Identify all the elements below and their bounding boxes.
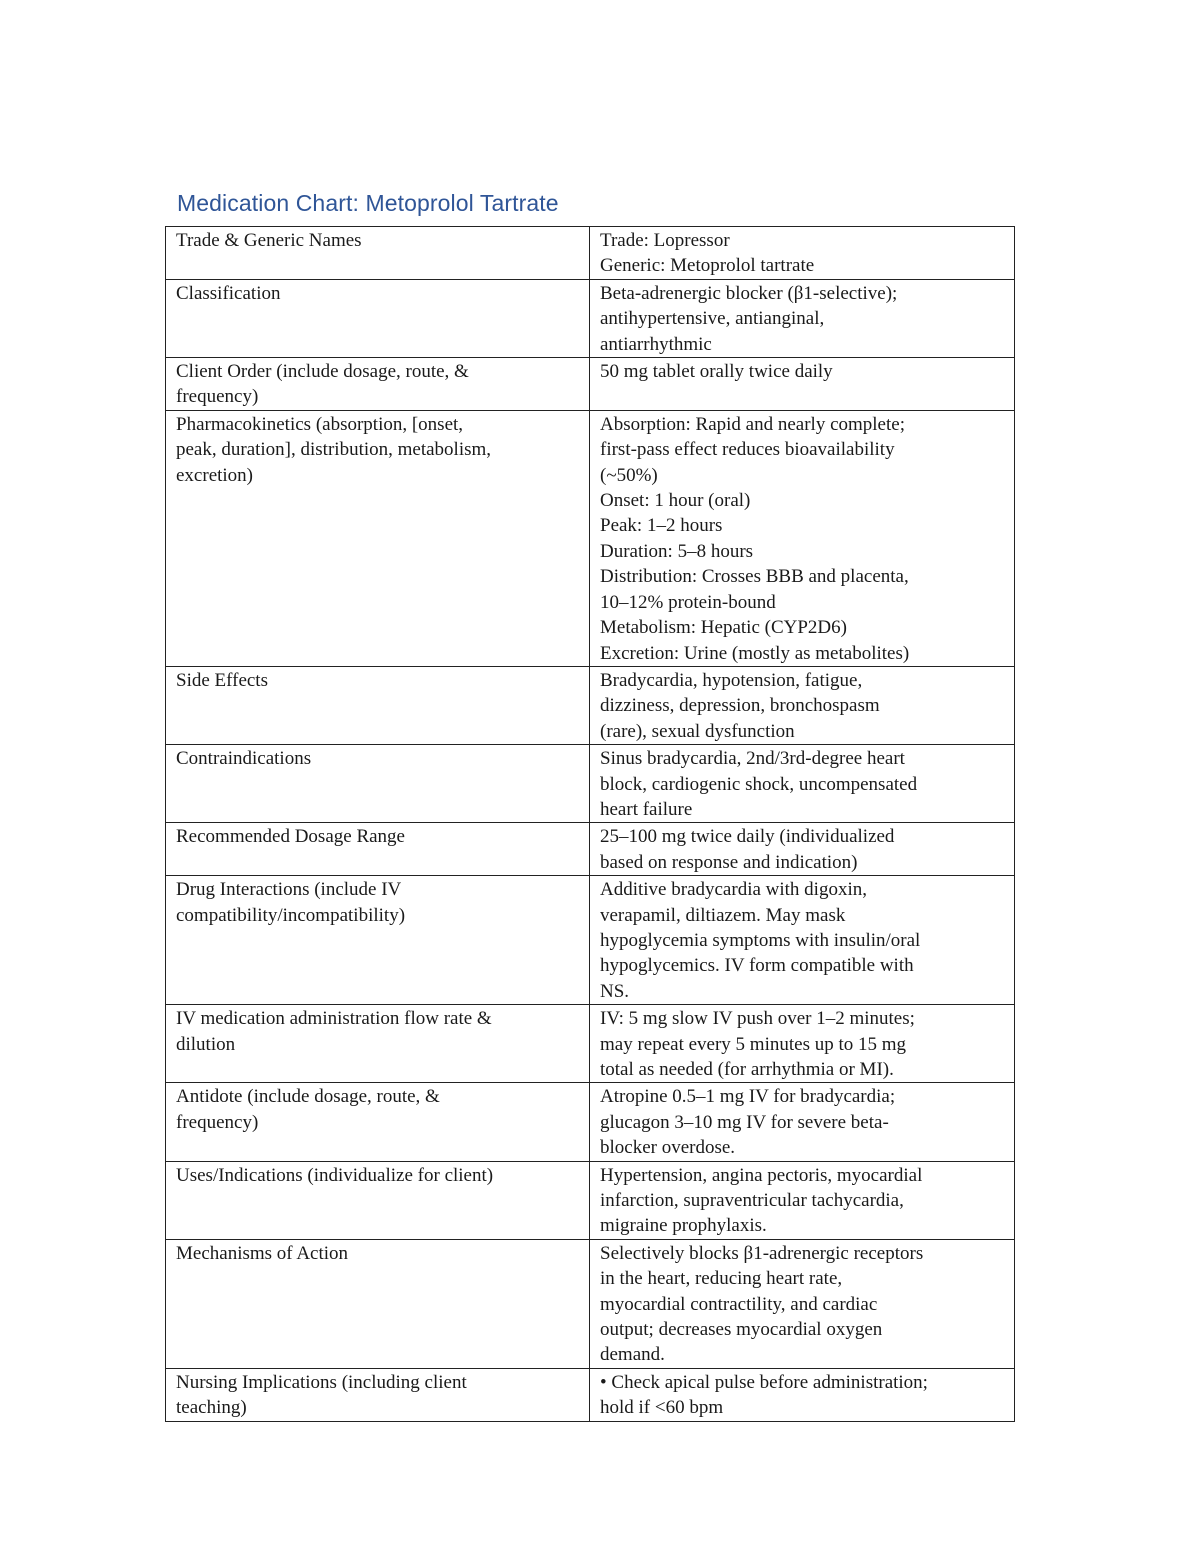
row-value-line: demand. bbox=[600, 1344, 665, 1366]
row-label-cell bbox=[166, 410, 590, 666]
row-label-line: Uses/Indications (individualize for client) bbox=[176, 1164, 494, 1186]
row-label-cell bbox=[166, 745, 590, 823]
row-value-line: 10–12% protein-bound bbox=[600, 591, 776, 613]
row-value-line: Trade: Lopressor bbox=[600, 230, 730, 251]
row-value-line: 25–100 mg twice daily (individualized bbox=[600, 826, 895, 848]
row-value-line: dizziness, depression, bronchospasm bbox=[600, 695, 880, 717]
row-value-line: Absorption: Rapid and nearly complete; bbox=[600, 413, 905, 435]
row-label-cell bbox=[166, 823, 590, 876]
row-value-line: block, cardiogenic shock, uncompensated bbox=[600, 773, 918, 795]
row-value-cell bbox=[590, 1161, 1015, 1239]
row-label-line: IV medication administration flow rate & bbox=[176, 1008, 492, 1030]
row-label-cell bbox=[166, 358, 590, 411]
row-label-line: Recommended Dosage Range bbox=[176, 826, 405, 848]
row-label-line: Nursing Implications (including client bbox=[176, 1371, 467, 1393]
row-label-line: dilution bbox=[176, 1033, 236, 1055]
table-row bbox=[166, 823, 1015, 876]
row-label-cell bbox=[166, 1083, 590, 1161]
row-label-line: teaching) bbox=[176, 1397, 247, 1419]
row-value-line: in the heart, reducing heart rate, bbox=[600, 1268, 843, 1290]
row-value-line: heart failure bbox=[600, 798, 693, 820]
row-value-line: Bradycardia, hypotension, fatigue, bbox=[600, 669, 863, 691]
row-value-line: migraine prophylaxis. bbox=[600, 1215, 767, 1237]
row-value-line: Atropine 0.5–1 mg IV for bradycardia; bbox=[600, 1086, 896, 1108]
row-value-line: antihypertensive, antianginal, bbox=[600, 308, 825, 330]
row-value-line: Beta-adrenergic blocker (β1-selective); bbox=[600, 282, 898, 304]
row-label-line: peak, duration], distribution, metabolism, bbox=[176, 439, 492, 461]
row-value-line: (rare), sexual dysfunction bbox=[600, 720, 795, 742]
row-label-cell bbox=[166, 666, 590, 744]
table-row bbox=[166, 745, 1015, 823]
row-value-line: myocardial contractility, and cardiac bbox=[600, 1293, 878, 1315]
row-value-line: verapamil, diltiazem. May mask bbox=[600, 904, 846, 926]
row-value-line: total as needed (for arrhythmia or MI). bbox=[600, 1059, 894, 1080]
row-label-line: Mechanisms of Action bbox=[176, 1242, 349, 1264]
row-value-cell bbox=[590, 1368, 1015, 1421]
row-value-line: 50 mg tablet orally twice daily bbox=[600, 361, 833, 383]
table-row bbox=[166, 358, 1015, 411]
row-value-line: Duration: 5–8 hours bbox=[600, 540, 754, 562]
row-value-cell bbox=[590, 876, 1015, 1005]
row-label-line: Client Order (include dosage, route, & bbox=[176, 361, 469, 383]
row-value-line: glucagon 3–10 mg IV for severe beta- bbox=[600, 1111, 889, 1133]
row-value-line: output; decreases myocardial oxygen bbox=[600, 1319, 883, 1341]
table-body bbox=[166, 227, 1015, 1422]
row-label-cell bbox=[166, 279, 590, 357]
row-value-line: NS. bbox=[600, 980, 630, 1002]
row-value-line: Excretion: Urine (mostly as metabolites) bbox=[600, 642, 910, 664]
table-row bbox=[166, 227, 1015, 280]
row-value-line: hold if <60 bpm bbox=[600, 1397, 724, 1419]
row-value-line: Metabolism: Hepatic (CYP2D6) bbox=[600, 617, 847, 639]
row-label-cell bbox=[166, 1368, 590, 1421]
row-label-line: Contraindications bbox=[176, 748, 312, 770]
row-value-line: hypoglycemics. IV form compatible with bbox=[600, 955, 914, 977]
table-row bbox=[166, 1161, 1015, 1239]
row-value-line: Generic: Metoprolol tartrate bbox=[600, 255, 815, 277]
row-value-line: Peak: 1–2 hours bbox=[600, 515, 723, 537]
table-row bbox=[166, 1239, 1015, 1368]
row-value-line: Additive bradycardia with digoxin, bbox=[600, 879, 867, 901]
table-row bbox=[166, 1368, 1015, 1421]
row-value-line: blocker overdose. bbox=[600, 1137, 736, 1159]
row-value-line: Hypertension, angina pectoris, myocardial bbox=[600, 1164, 923, 1186]
row-label-line: Trade & Generic Names bbox=[176, 230, 362, 251]
row-label-line: Antidote (include dosage, route, & bbox=[176, 1086, 440, 1108]
row-label-line: frequency) bbox=[176, 386, 259, 408]
row-label-cell bbox=[166, 227, 590, 280]
page-title: Medication Chart: Metoprolol Tartrate bbox=[177, 190, 559, 216]
table-row bbox=[166, 876, 1015, 1005]
row-value-line: first-pass effect reduces bioavailability bbox=[600, 439, 895, 461]
row-label-line: Classification bbox=[176, 282, 281, 304]
table-row bbox=[166, 1005, 1015, 1083]
row-label-cell bbox=[166, 1239, 590, 1368]
row-label-line: frequency) bbox=[176, 1111, 259, 1133]
row-value-cell bbox=[590, 227, 1015, 280]
row-value-line: based on response and indication) bbox=[600, 851, 858, 873]
row-value-cell bbox=[590, 1239, 1015, 1368]
row-value-line: hypoglycemia symptoms with insulin/oral bbox=[600, 929, 921, 951]
row-value-line: (~50%) bbox=[600, 464, 658, 486]
table-row bbox=[166, 279, 1015, 357]
row-value-line: • Check apical pulse before administration; bbox=[600, 1371, 928, 1393]
row-label-cell bbox=[166, 1005, 590, 1083]
row-value-cell bbox=[590, 279, 1015, 357]
row-value-line: Sinus bradycardia, 2nd/3rd-degree heart bbox=[600, 748, 905, 770]
table-row bbox=[166, 1083, 1015, 1161]
row-label-line: Pharmacokinetics (absorption, [onset, bbox=[176, 413, 464, 435]
row-label-line: Drug Interactions (include IV bbox=[176, 879, 402, 901]
row-value-cell bbox=[590, 666, 1015, 744]
row-value-cell bbox=[590, 410, 1015, 666]
row-label-line: Side Effects bbox=[176, 669, 268, 691]
row-value-line: antiarrhythmic bbox=[600, 333, 712, 355]
table-row bbox=[166, 410, 1015, 666]
row-value-line: Distribution: Crosses BBB and placenta, bbox=[600, 566, 909, 588]
row-value-cell bbox=[590, 745, 1015, 823]
row-value-line: Selectively blocks β1-adrenergic receptors bbox=[600, 1242, 924, 1264]
row-value-line: IV: 5 mg slow IV push over 1–2 minutes; bbox=[600, 1008, 915, 1030]
row-value-line: infarction, supraventricular tachycardia, bbox=[600, 1190, 904, 1212]
row-value-line: may repeat every 5 minutes up to 15 mg bbox=[600, 1033, 907, 1055]
row-value-cell bbox=[590, 1083, 1015, 1161]
table-row bbox=[166, 666, 1015, 744]
row-label-line: compatibility/incompatibility) bbox=[176, 904, 406, 926]
row-value-cell bbox=[590, 823, 1015, 876]
row-label-cell bbox=[166, 1161, 590, 1239]
row-value-cell bbox=[590, 358, 1015, 411]
row-value-line: Onset: 1 hour (oral) bbox=[600, 490, 751, 512]
row-value-cell bbox=[590, 1005, 1015, 1083]
row-label-line: excretion) bbox=[176, 464, 254, 486]
row-label-cell bbox=[166, 876, 590, 1005]
medication-chart-table bbox=[165, 226, 1015, 1422]
